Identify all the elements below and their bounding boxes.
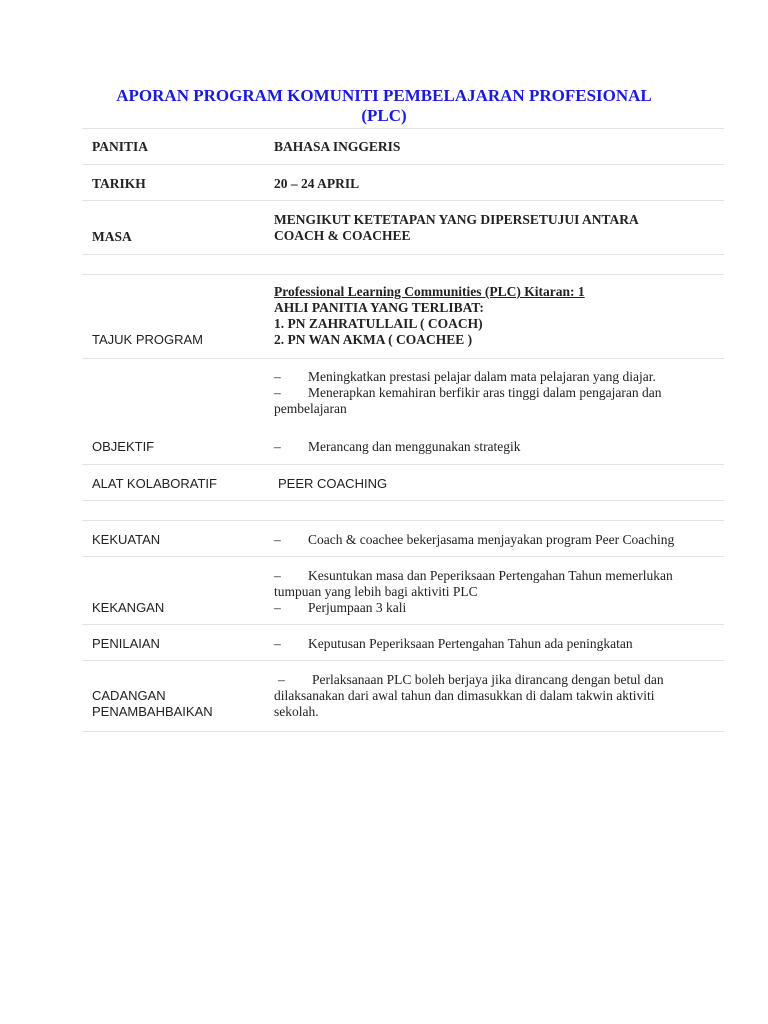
report-title-line2: (PLC) — [361, 106, 407, 125]
objektif-item-2: – Menerapkan kemahiran berfikir aras tinggi dalam pengajaran dan — [274, 385, 662, 400]
row-tajuk-program — [82, 274, 724, 359]
objektif-item-1: – Meningkatkan prestasi pelajar dalam mata pelajaran yang diajar. — [274, 369, 656, 384]
value-objektif — [274, 369, 716, 455]
label-cadangan-penambahbaikan — [92, 688, 213, 720]
row-spacer-2 — [82, 500, 724, 521]
label-cadangan-line2: PENAMBAHBAIKAN — [92, 704, 213, 719]
tajuk-line3: 1. PN ZAHRATULLAIL ( COACH) — [274, 316, 483, 331]
label-kekangan: KEKANGAN — [92, 600, 165, 615]
row-panitia — [82, 128, 724, 165]
value-kekuatan — [274, 532, 716, 548]
bullet-dash: – — [274, 385, 281, 400]
kekangan-item-1-cont: tumpuan yang lebih bagi aktiviti PLC — [274, 584, 478, 599]
penilaian-item-1: – Keputusan Peperiksaan Pertengahan Tahun ada peningkatan — [274, 636, 633, 651]
kekangan-item-1: – Kesuntukan masa dan Peperiksaan Pertengahan Tahun memerlukan — [274, 568, 673, 583]
label-tajuk-program: TAJUK PROGRAM — [92, 332, 203, 347]
bullet-dash: – — [274, 532, 281, 547]
row-objektif — [82, 358, 724, 465]
label-cadangan-line1: CADANGAN — [92, 688, 166, 703]
row-alat-kolaboratif — [82, 464, 724, 501]
value-masa-line1: MENGIKUT KETETAPAN YANG DIPERSETUJUI ANTARA — [274, 212, 639, 227]
report-title-line1: APORAN PROGRAM KOMUNITI PEMBELAJARAN PROFESIONAL — [116, 86, 652, 105]
tajuk-line2: AHLI PANITIA YANG TERLIBAT: — [274, 300, 484, 315]
label-tarikh: TARIKH — [92, 176, 146, 191]
cadangan-line-3: sekolah. — [274, 704, 319, 719]
value-masa — [274, 212, 716, 244]
row-cadangan-penambahbaikan — [82, 660, 724, 732]
objektif-item-2-cont: pembelajaran — [274, 401, 347, 416]
label-panitia: PANITIA — [92, 139, 149, 154]
row-masa — [82, 200, 724, 255]
kekuatan-item-1: – Coach & coachee bekerjasama menjayakan program Peer Coaching — [274, 532, 675, 547]
label-kekuatan: KEKUATAN — [92, 532, 161, 547]
value-penilaian — [274, 636, 716, 652]
tajuk-line4: 2. PN WAN AKMA ( COACHEE ) — [274, 332, 473, 347]
value-tajuk-program — [274, 284, 716, 348]
objektif-item-3: – Merancang dan menggunakan strategik — [274, 439, 521, 454]
bullet-dash: – — [274, 568, 281, 583]
kekangan-item-2: – Perjumpaan 3 kali — [274, 600, 407, 615]
row-tarikh — [82, 164, 724, 201]
label-alat-kolaboratif: ALAT KOLABORATIF — [92, 476, 217, 491]
bullet-dash: – — [274, 636, 281, 651]
value-panitia: BAHASA INGGERIS — [274, 139, 401, 154]
report-title — [84, 86, 684, 126]
tajuk-heading: Professional Learning Communities (PLC) Kitaran: 1 — [274, 284, 585, 299]
row-penilaian — [82, 624, 724, 661]
cadangan-line-2: dilaksanakan dari awal tahun dan dimasukkan di dalam takwin aktiviti — [274, 688, 655, 703]
row-spacer-1 — [82, 254, 724, 275]
label-objektif: OBJEKTIF — [92, 439, 155, 454]
value-alat-kolaboratif: PEER COACHING — [278, 476, 388, 491]
label-masa: MASA — [92, 229, 132, 244]
bullet-dash: – — [274, 439, 281, 454]
cadangan-line-1: – Perlaksanaan PLC boleh berjaya jika dirancang dengan betul dan — [274, 672, 716, 688]
value-masa-line2: COACH & COACHEE — [274, 228, 411, 243]
value-tarikh: 20 – 24 APRIL — [274, 176, 360, 191]
bullet-dash: – — [274, 600, 281, 615]
value-kekangan — [274, 568, 716, 616]
row-kekuatan — [82, 520, 724, 557]
value-cadangan — [274, 672, 716, 720]
row-kekangan — [82, 556, 724, 625]
bullet-dash: – — [274, 369, 281, 384]
bullet-dash: – — [278, 672, 285, 687]
label-penilaian: PENILAIAN — [92, 636, 160, 651]
